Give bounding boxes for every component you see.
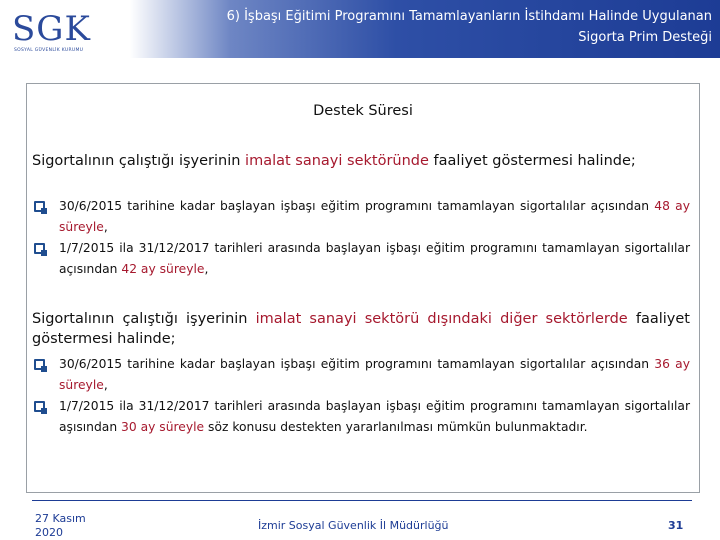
section2-bullet-1 xyxy=(32,354,690,396)
title-line-2: Sigorta Prim Desteği xyxy=(578,30,712,45)
bullet-text: 30/6/2015 tarihine kadar başlayan işbaşı eğitim programını tamamlayan sigortalılar açısından xyxy=(59,357,655,371)
checkbox-bullet-icon xyxy=(34,243,45,254)
section2-intro-text: Sigortalının çalıştığı işyerinin xyxy=(32,311,256,327)
slide-title xyxy=(152,6,712,48)
section1-bullets xyxy=(32,196,690,280)
section1-bullet-2 xyxy=(32,238,690,280)
section1-bullet-1 xyxy=(32,196,690,238)
logo-text: SGK xyxy=(12,9,91,49)
header-bar xyxy=(0,0,720,58)
section2-intro-text-end: faaliyet göstermesi halinde; xyxy=(32,311,690,347)
section1-intro-highlight: imalat sanayi sektöründe xyxy=(245,153,429,169)
footer-divider xyxy=(32,500,692,501)
bullet-text-end: , xyxy=(103,378,108,392)
footer-date: 27 Kasım 2020 xyxy=(35,512,86,539)
page-number: 31 xyxy=(668,519,684,532)
checkbox-bullet-icon xyxy=(34,359,45,370)
bullet-text-end: , xyxy=(204,262,209,276)
section2-intro-highlight: imalat sanayi sektörü dışındaki diğer sektörlerde xyxy=(255,311,628,327)
bullet-text-end: söz konusu destekten yararlanılması mümkün bulunmaktadır. xyxy=(204,420,588,434)
footer-organization: İzmir Sosyal Güvenlik İl Müdürlüğü xyxy=(258,519,449,532)
title-line-1: 6) İşbaşı Eğitimi Programını Tamamlayanların İstihdamı Halinde Uygulanan xyxy=(226,9,712,24)
section1-intro-text-end: faaliyet göstermesi halinde; xyxy=(428,153,636,169)
section1-intro-text: Sigortalının çalıştığı işyerinin xyxy=(32,153,246,169)
section2-bullets xyxy=(32,354,690,438)
bullet-text: 30/6/2015 tarihine kadar başlayan işbaşı eğitim programını tamamlayan sigortalılar açısından xyxy=(59,199,655,213)
bullet-text: 1/7/2015 ila 31/12/2017 tarihleri arasında başlayan işbaşı eğitim programını tamamlayan sigortalılar açısından xyxy=(59,241,690,276)
checkbox-bullet-icon xyxy=(34,401,45,412)
sgk-logo xyxy=(8,6,126,56)
bullet-highlight: 36 ay süreyle xyxy=(59,357,690,392)
section-heading: Destek Süresi xyxy=(313,103,413,119)
section1-intro xyxy=(32,151,690,171)
checkbox-bullet-icon xyxy=(34,201,45,212)
bullet-text: 1/7/2015 ila 31/12/2017 tarihleri arasında başlayan işbaşı eğitim programını tamamlayan sigortalılar aşısından xyxy=(59,399,690,434)
section2-intro xyxy=(32,309,690,349)
bullet-text-end: , xyxy=(103,220,108,234)
bullet-highlight: 30 ay süreyle xyxy=(121,420,205,434)
section2-bullet-2 xyxy=(32,396,690,438)
logo-subtext: SOSYAL GÜVENLİK KURUMU xyxy=(14,48,84,53)
bullet-highlight: 42 ay süreyle xyxy=(121,262,205,276)
bullet-highlight: 48 ay süreyle xyxy=(59,199,690,234)
